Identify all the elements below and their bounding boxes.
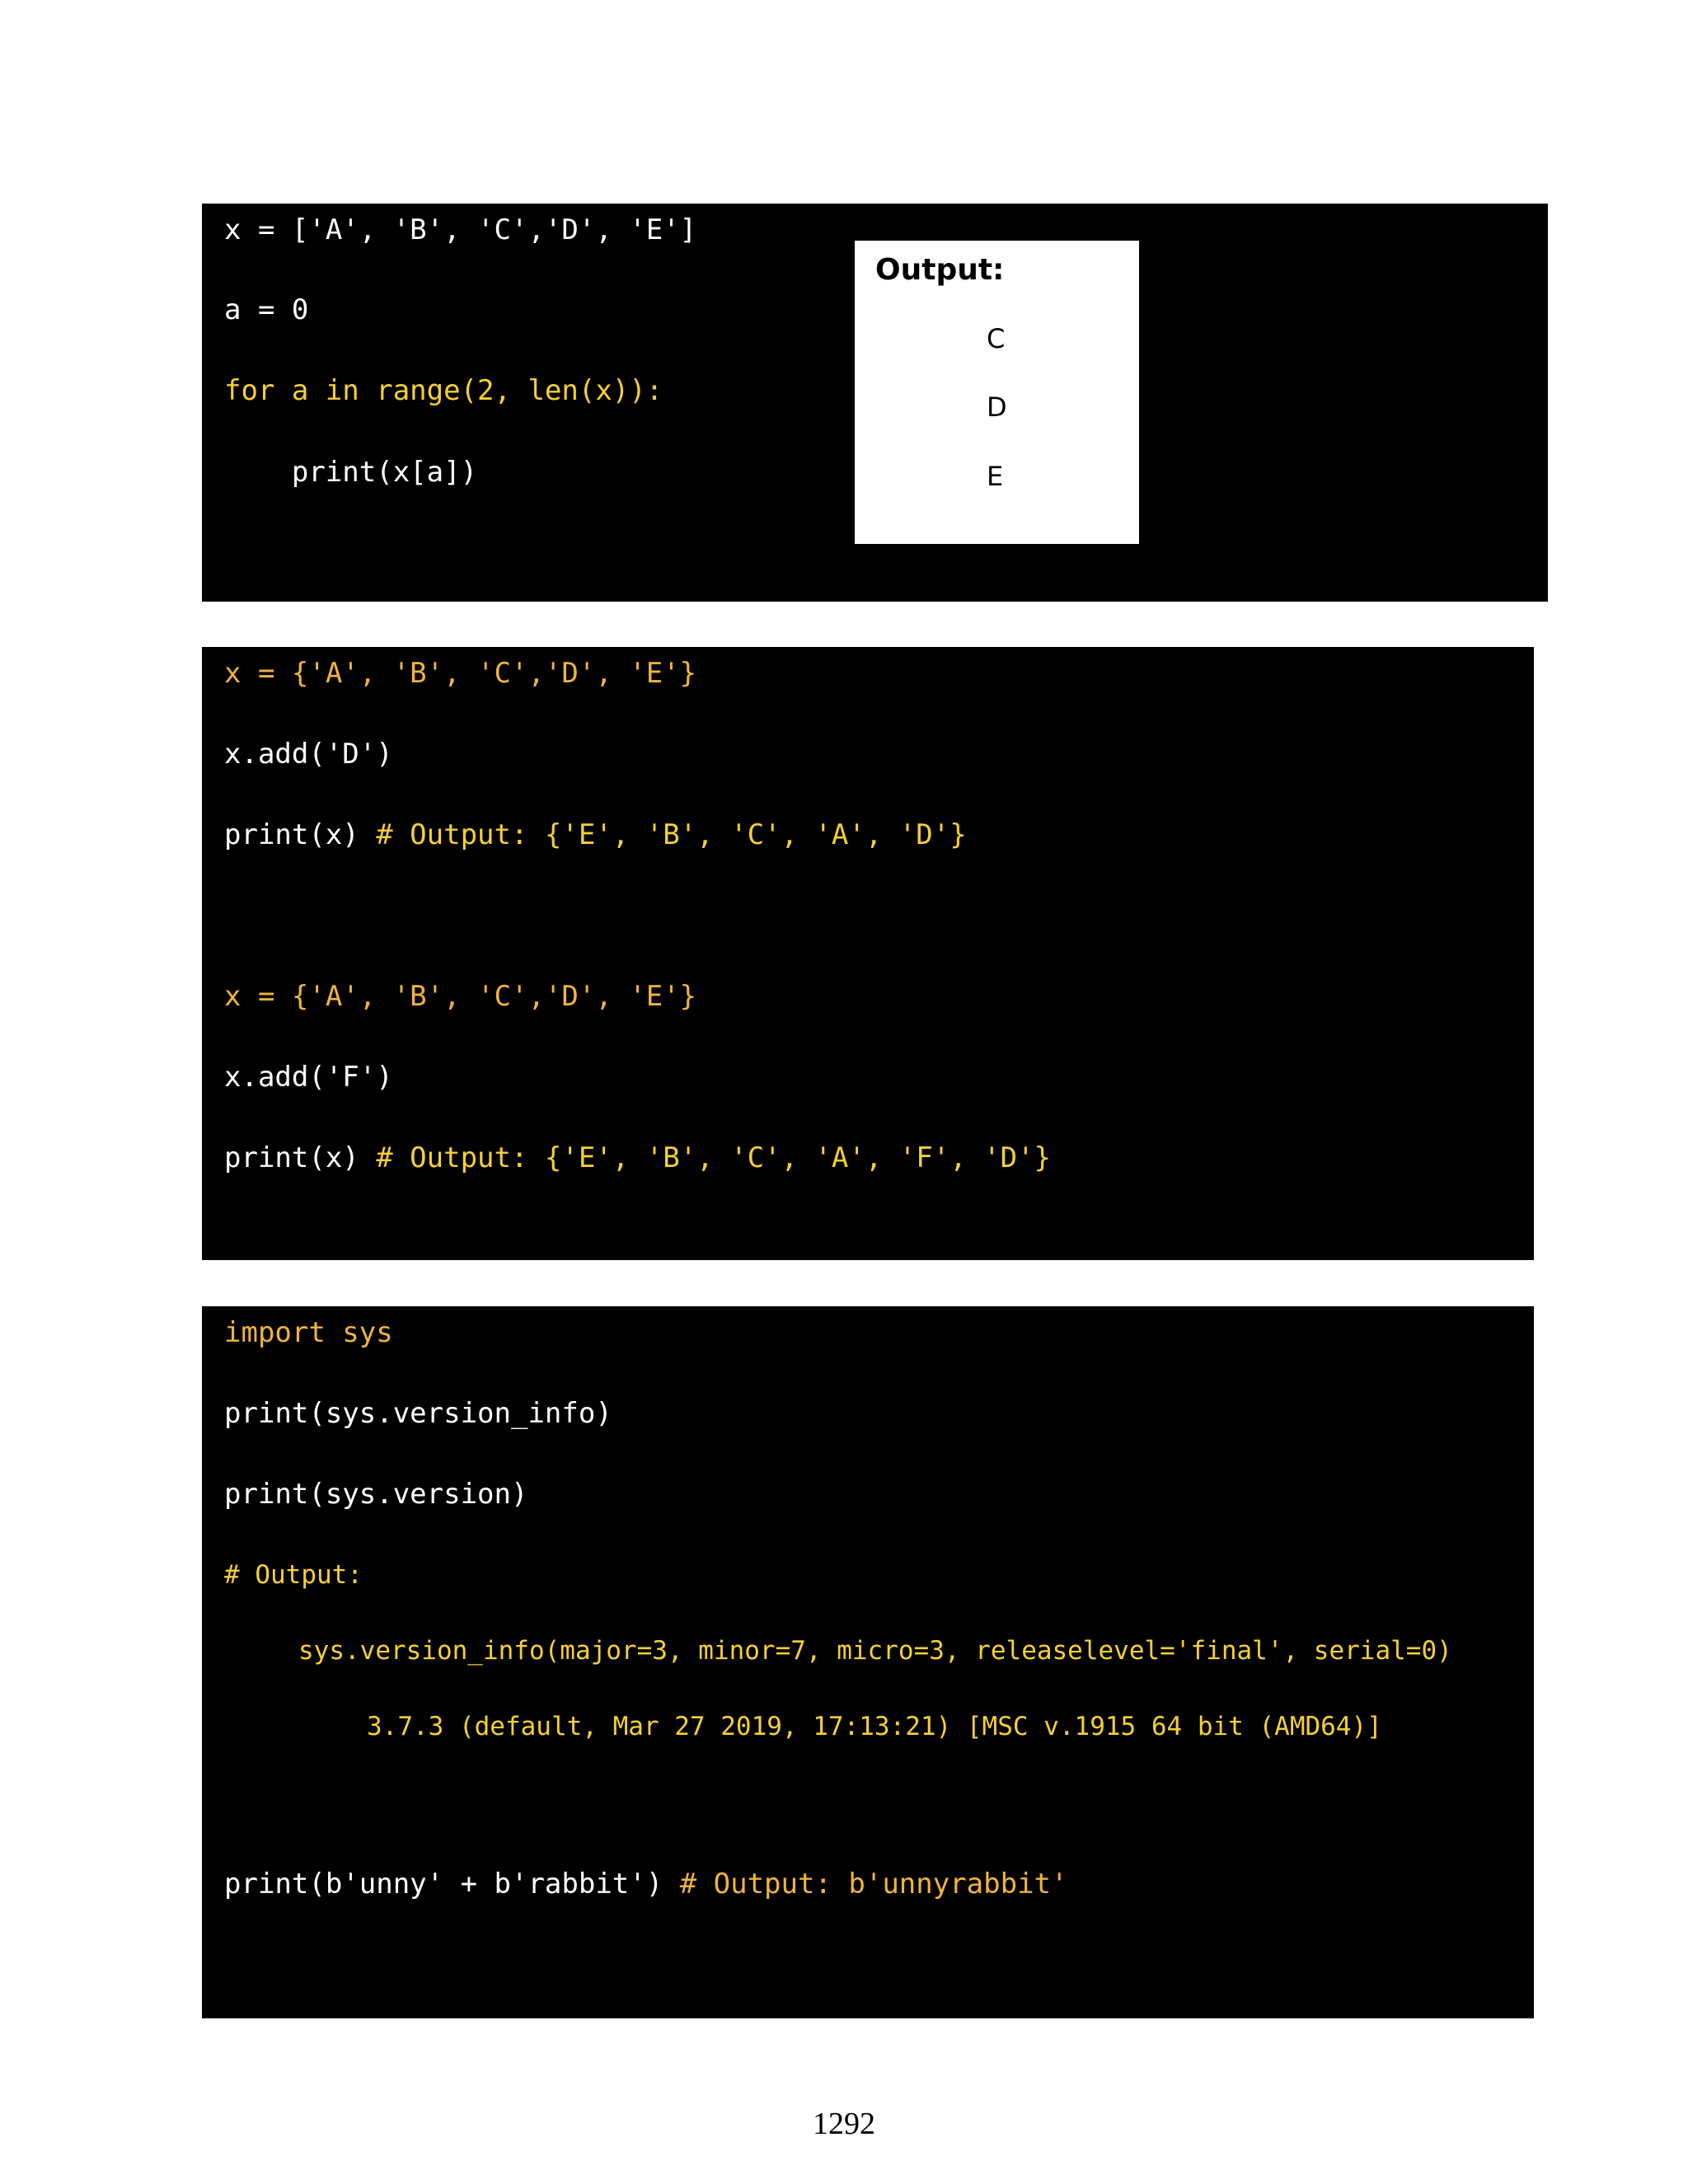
code-line: x.add('F') (224, 1061, 393, 1094)
code-text: print(x) (224, 1141, 359, 1174)
code-comment: 3.7.3 (default, Mar 27 2019, 17:13:21) [MSC v.1915 64 bit (AMD64)] (367, 1712, 1382, 1741)
code-block-set-add (202, 647, 1534, 1260)
output-title: Output: (875, 253, 1005, 287)
code-line: import sys (224, 1316, 393, 1349)
code-text: print(b'unny' + b'rabbit') (224, 1868, 663, 1900)
code-comment: # Output: b'unnyrabbit' (663, 1868, 1068, 1900)
output-box (855, 241, 1139, 544)
code-line: print(sys.version) (224, 1478, 528, 1511)
code-line: for a in range(2, len(x)): (224, 374, 663, 407)
code-line: x = ['A', 'B', 'C','D', 'E'] (224, 213, 697, 246)
code-comment: # Output: (224, 1560, 363, 1590)
code-block-list-loop (202, 204, 1548, 602)
code-line: x.add('D') (224, 738, 393, 771)
code-line: print(sys.version_info) (224, 1397, 612, 1430)
code-line: a = 0 (224, 293, 309, 326)
page-number: 1292 (813, 2107, 875, 2141)
code-comment: # Output: {'E', 'B', 'C', 'A', 'D'} (359, 818, 967, 851)
code-line (224, 1141, 1051, 1174)
output-value: D (987, 391, 1007, 423)
code-comment: # Output: {'E', 'B', 'C', 'A', 'F', 'D'} (359, 1141, 1052, 1174)
code-line (224, 1868, 1068, 1900)
code-line: print(x[a]) (224, 456, 478, 489)
code-block-sys-version (202, 1306, 1534, 2018)
code-comment: sys.version_info(major=3, minor=7, micro=3, releaselevel='final', serial=0) (298, 1636, 1452, 1666)
code-line: x = {'A', 'B', 'C','D', 'E'} (224, 980, 697, 1013)
output-value: E (987, 461, 1004, 492)
code-text: print(x) (224, 818, 359, 851)
output-value: C (987, 323, 1006, 354)
code-line: x = {'A', 'B', 'C','D', 'E'} (224, 657, 697, 690)
code-line (224, 818, 967, 851)
